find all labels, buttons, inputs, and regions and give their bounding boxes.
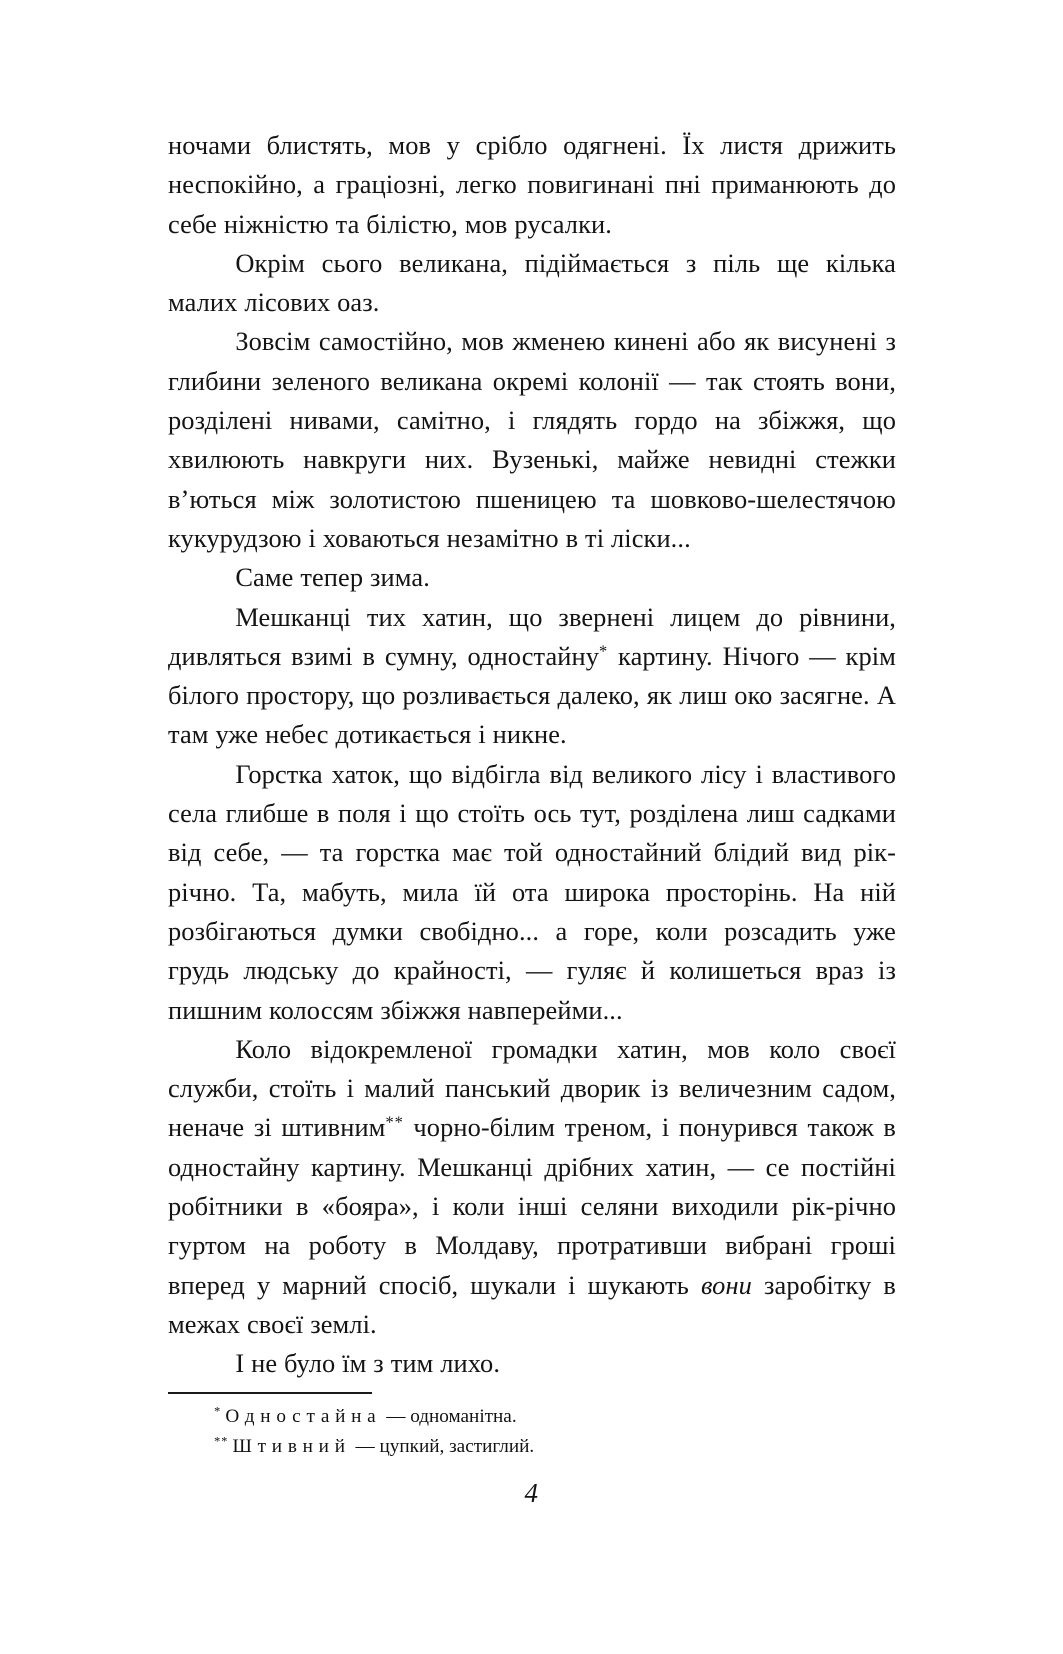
page-number: 4 — [524, 1478, 539, 1508]
footnote-headword: Одностайна — [225, 1406, 382, 1427]
paragraph-text-segment: заробітку в межах своєї землі. — [168, 1269, 896, 1339]
paragraph-text-segment: картину. Нічого — крім білого простору, що розливається далеко, як лиш око засягне. А там уже небес дотикається і никне. — [168, 640, 896, 750]
footnote-marker-1: * — [214, 1404, 222, 1419]
footnote-item — [168, 1433, 896, 1460]
paragraph: І не було їм з тим лихо. — [235, 1348, 501, 1379]
footnote-definition: — цупкий, застиглий. — [350, 1436, 535, 1457]
footnote-marker-2: ** — [214, 1434, 229, 1449]
paragraph-with-footnote-ref — [168, 598, 896, 755]
paragraph-text-segment: чорно-білим треном, і понурився також в одностайну картину. Мешканці дрібних хатин, — се постійні робітники в «бояра», і коли інші селяни виходили рік-річно гуртом на роботу в Молдаву, протративши вибрані гроші вперед у марний спосіб, шукали і шукають — [168, 1112, 896, 1300]
footnote-ref-1[interactable]: * — [599, 641, 609, 661]
paragraph-with-footnote-ref — [168, 1030, 896, 1344]
paragraph-continued: ночами блистять, мов у срібло одягнені. Їх листя дрижить неспокійно, а граціозні, легко повигинані пні приманюють до себе ніжністю та білістю, мов русалки. — [168, 130, 896, 239]
footnote-item — [168, 1403, 896, 1430]
footnote-ref-2[interactable]: ** — [385, 1112, 404, 1132]
footnote-area — [168, 1392, 896, 1463]
paragraph: Зовсім самостійно, мов жменею кинені або як висунені з глибини зеленого великана окремі колонії — так стоять вони, розділені нивами, самітно, і глядять гордо на збіжжя, що хвилюють навкруги них. Вузенькі, майже невидні стежки в’ються між золотистою пшеницею та шовково-шелестячою кукурудзою і ховаються незамітно в ті ліски... — [168, 326, 896, 553]
footnote-definition: — одноманітна. — [381, 1406, 517, 1427]
footnote-headword: Штивний — [232, 1436, 351, 1457]
body-text-block — [168, 126, 896, 1384]
paragraph: Горстка хаток, що відбігла від великого лісу і властивого села глибше в поля і що стоїть ось тут, розділена лиш садками від себе, — та горстка має той одностайний блідий вид рік-річно. Та, мабуть, мила їй ота широка просторінь. На ній розбігаються думки свобідно... а горе, коли розсадить уже грудь людську до крайності, — гуляє й колишеться враз із пишним колоссям збіжжя навперейми... — [168, 758, 896, 1025]
paragraph-text-segment: Коло відокремленої громадки хатин, мов коло своєї служби, стоїть і малий панський дворик із величезним садом, неначе зі штивним — [168, 1033, 896, 1143]
emphasized-word: вони — [700, 1269, 752, 1300]
paragraph-text-segment: Мешканці тих хатин, що звернені лицем до рівнини, дивляться взимі в сумну, одностайну — [168, 601, 896, 671]
paragraph: Саме тепер зима. — [235, 562, 430, 593]
footnote-separator-rule — [168, 1392, 372, 1394]
paragraph: Окрім сього великана, підіймається з піль ще кілька малих лісових оаз. — [168, 247, 896, 318]
